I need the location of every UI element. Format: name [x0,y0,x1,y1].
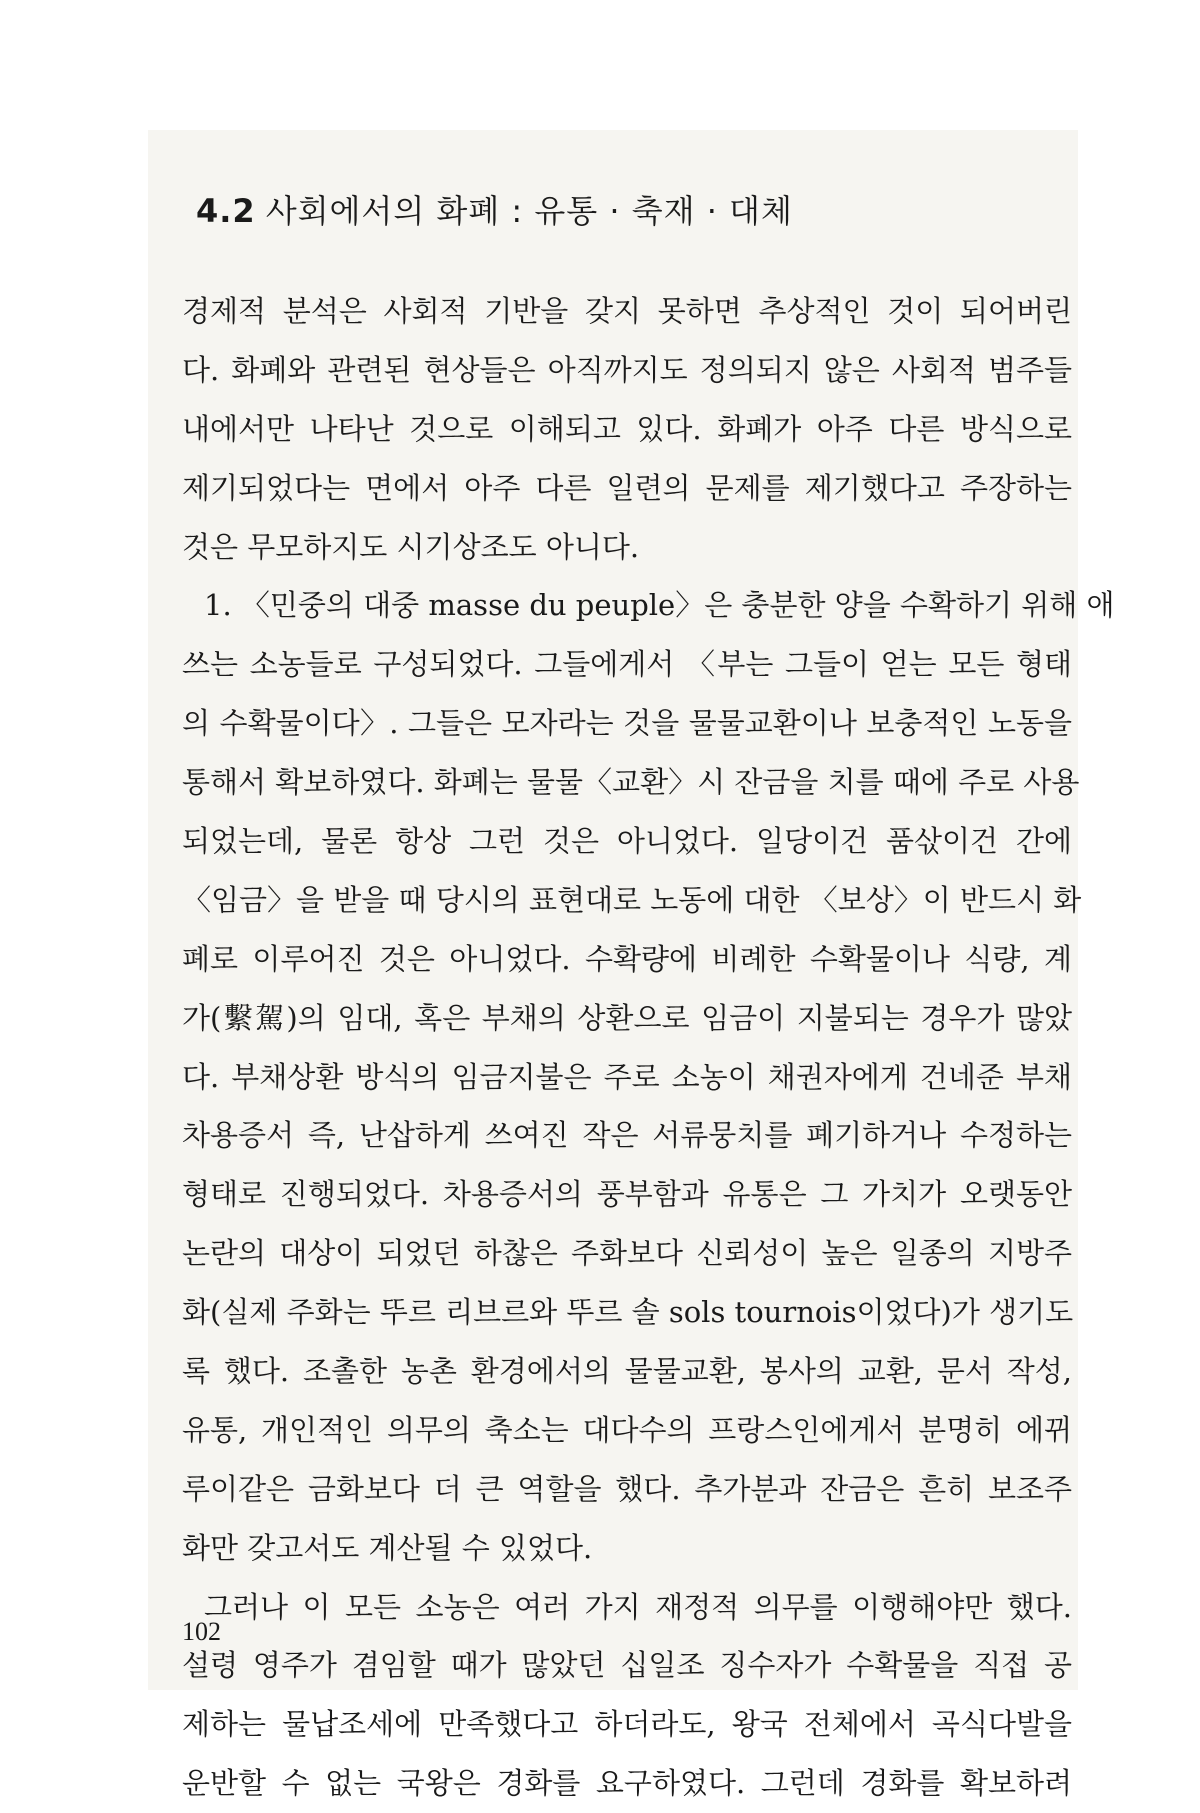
text-line: 그러나 이 모든 소농은 여러 가지 재정적 의무를 이행해야만 했다. [204,1589,1072,1624]
text-line: 운반할 수 없는 국왕은 경화를 요구하였다. 그런데 경화를 확보하려 [182,1766,1072,1801]
text-line: 설령 영주가 겸임할 때가 많았던 십일조 징수자가 수확물을 직접 공 [182,1648,1072,1683]
text-line: 록 했다. 조촐한 농촌 환경에서의 물물교환, 봉사의 교환, 문서 작성, [182,1354,1072,1389]
text-line: 루이같은 금화보다 더 큰 역할을 했다. 추가분과 잔금은 흔히 보조주 [182,1471,1072,1506]
text-line: 화만 갖고서도 계산될 수 있었다. [182,1530,593,1565]
text-line: 다. 화폐와 관련된 현상들은 아직까지도 정의되지 않은 사회적 범주들 [182,352,1072,387]
text-line: 차용증서 즉, 난삽하게 쓰여진 작은 서류뭉치를 폐기하거나 수정하는 [182,1118,1072,1153]
text-line: 쓰는 소농들로 구성되었다. 그들에게서 〈부는 그들이 얻는 모든 형태 [182,647,1072,682]
text-line: 것은 무모하지도 시기상조도 아니다. [182,529,640,564]
section-heading [196,186,793,232]
body-text [182,282,1115,1813]
text-line: 경제적 분석은 사회적 기반을 갖지 못하면 추상적인 것이 되어버린 [182,294,1072,328]
text-line: 형태로 진행되었다. 차용증서의 풍부함과 유통은 그 가치가 오랫동안 [182,1177,1072,1212]
text-line: 폐로 이루어진 것은 아니었다. 수확량에 비례한 수확물이나 식량, 계 [182,941,1072,976]
text-line: 논란의 대상이 되었던 하찮은 주화보다 신뢰성이 높은 일종의 지방주 [182,1236,1072,1271]
text-line: 통해서 확보하였다. 화폐는 물물〈교환〉시 잔금을 치를 때에 주로 사용 [182,765,1080,800]
text-line: 유통, 개인적인 의무의 축소는 대다수의 프랑스인에게서 분명히 에뀌 [182,1412,1072,1447]
text-line: 가(繫駕)의 임대, 혹은 부채의 상환으로 임금이 지불되는 경우가 많았 [182,1000,1072,1035]
text-line: 되었는데, 물론 항상 그런 것은 아니었다. 일당이건 품삯이건 간에 [182,824,1072,859]
section-title: 사회에서의 화폐 : 유통 · 축재 · 대체 [265,192,793,230]
text-line: 화(실제 주화는 뚜르 리브르와 뚜르 솔 sols tournois이었다)가 생기도 [182,1295,1074,1330]
section-number: 4.2 [196,192,256,230]
text-line: 내에서만 나타난 것으로 이해되고 있다. 화폐가 아주 다른 방식으로 [182,411,1072,446]
text-line: 의 수확물이다〉. 그들은 모자라는 것을 물물교환이나 보충적인 노동을 [182,706,1072,741]
text-line: 제하는 물납조세에 만족했다고 하더라도, 왕국 전체에서 곡식다발을 [182,1707,1072,1742]
text-line: 〈임금〉을 받을 때 당시의 표현대로 노동에 대한 〈보상〉이 반드시 화 [182,882,1082,917]
text-line: 1. 〈민중의 대중 masse du peuple〉은 충분한 양을 수확하기 위해 애 [204,588,1115,623]
text-line: 다. 부채상환 방식의 임금지불은 주로 소농이 채권자에게 건네준 부채 [182,1059,1072,1094]
page-number: 102 [182,1617,221,1646]
text-line: 제기되었다는 면에서 아주 다른 일련의 문제를 제기했다고 주장하는 [182,470,1072,505]
